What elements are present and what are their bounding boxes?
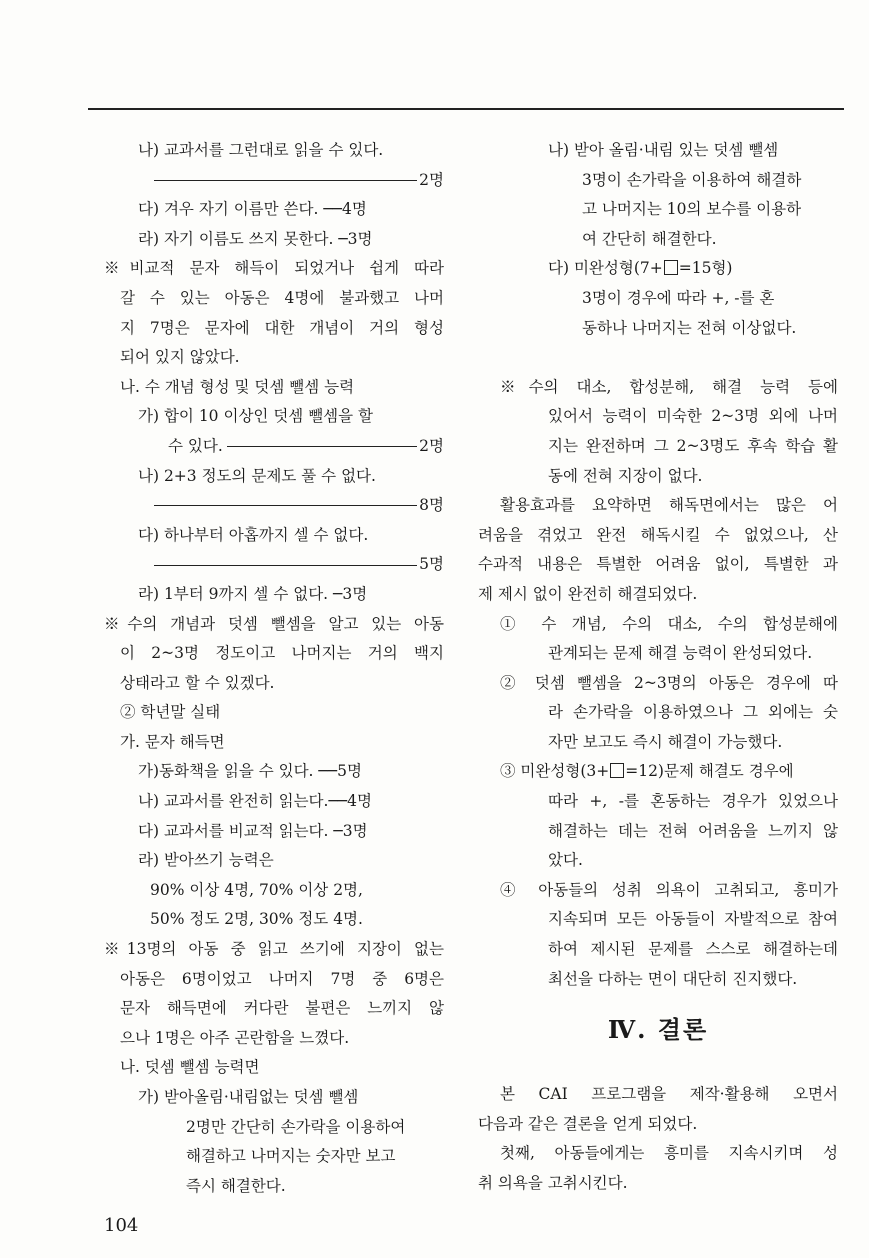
text-line: 있어서 능력이 미숙한 2~3명 외에 나머 (548, 407, 838, 426)
text-line: 나. 덧셈 뺄셈 능력면 (120, 1058, 260, 1077)
text-line: 라) 자기 이름도 쓰지 못한다. ─3명 (138, 229, 373, 248)
text-line (104, 550, 444, 580)
text-line: 가)동화책을 읽을 수 있다. ──5명 (138, 762, 362, 781)
text-line: ※수의 개념과 덧셈 뺄셈을 알고 있는 아동 (104, 614, 444, 633)
text-line: 나. 수 개념 형성 및 덧셈 뺄셈 능력 (120, 377, 355, 396)
text-line: 상태라고 할 수 있겠다. (120, 673, 275, 692)
text-line: 다) 겨우 자기 이름만 쓴다. ──4명 (138, 200, 367, 219)
dash-leader (154, 565, 417, 566)
text-line (104, 491, 444, 521)
text-line: 90% 이상 4명, 70% 이상 2명, (150, 880, 363, 899)
text-line: 관계되는 문제 해결 능력이 완성되었다. (548, 644, 813, 663)
text-line: 았다. (548, 851, 583, 870)
page-number: 104 (104, 1215, 139, 1236)
text-line: 지속되며 모든 아동들이 자발적으로 참여 (548, 910, 838, 929)
text-line: 최선을 다하는 면이 대단히 진지했다. (548, 969, 798, 988)
text-line: 다) 하나부터 아홉까지 셀 수 없다. (138, 525, 369, 544)
text-line: 지는 완전하며 그 2~3명도 후속 학습 활 (548, 436, 838, 455)
dash-leader (154, 180, 417, 181)
text-fragment: 다) 미완성형(7+ (548, 259, 663, 278)
text-line: 가) 받아올림·내림없는 덧셈 뺄셈 (138, 1088, 359, 1106)
text-fragment: =15형) (678, 259, 733, 278)
dash-leader (227, 446, 417, 447)
blank-box (664, 260, 678, 275)
text-line (478, 757, 838, 787)
text-line: 따라 +, -를 혼동하는 경우가 있었으나 (548, 792, 838, 811)
text-fragment: ③ 미완성형(3+ (500, 762, 610, 781)
text-line: 가. 문자 해득면 (120, 732, 225, 751)
text-line (104, 166, 444, 196)
text-line: 즉시 해결한다. (186, 1176, 286, 1195)
text-line: 지 7명은 문자에 대한 개념이 거의 형성 (120, 318, 444, 337)
text-line: 이 2~3명 정도이고 나머지는 거의 백지 (120, 644, 444, 663)
conclusion-text (478, 1080, 838, 1198)
blank-box (610, 763, 624, 778)
text-line: 문자 해득면에 커다란 불편은 느끼지 않 (120, 999, 444, 1018)
text-line: 활용효과를 요약하면 해독면에서는 많은 어 (500, 496, 838, 515)
text-line: 본 CAI 프로그램을 제작·활용해 오면서 (500, 1085, 838, 1103)
count-label: 8명 (419, 496, 444, 515)
text-line: ※13명의 아동 중 읽고 쓰기에 지장이 없는 (104, 940, 444, 959)
text-line (478, 254, 838, 284)
dash-leader (154, 505, 417, 506)
text-line: 50% 정도 2명, 30% 정도 4명. (150, 910, 363, 929)
text-line: 다음과 같은 결론을 얻게 되었다. (478, 1114, 698, 1133)
text-line: 가) 합이 10 이상인 덧셈 뺄셈을 할 (138, 407, 374, 426)
text-line: ② 학년말 실태 (120, 703, 221, 722)
text-line: ② 덧셈 뺄셈을 2~3명의 아동은 경우에 따 (500, 673, 838, 692)
text-line: 라) 1부터 9까지 셀 수 없다. ─3명 (138, 584, 368, 603)
text-line: 첫째, 아동들에게는 흥미를 지속시키며 성 (500, 1144, 838, 1163)
text-line: 해결하고 나머지는 숫자만 보고 (186, 1147, 396, 1166)
text-line: 나) 교과서를 그런대로 읽을 수 있다. (138, 141, 384, 159)
text-line: 3명이 경우에 따라 +, -를 혼 (582, 288, 775, 307)
text-line: 해결하는 데는 전혀 어려움을 느끼지 않 (548, 821, 838, 840)
text-line: 나) 2+3 정도의 문제도 풀 수 없다. (138, 466, 376, 485)
text-line (478, 343, 838, 373)
count-label: 2명 (419, 436, 444, 455)
text-line: 려움을 겪었고 완전 해독시킬 수 없었으나, 산 (478, 525, 838, 544)
text-line (104, 432, 444, 462)
text-line: 제 제시 없이 완전히 해결되었다. (478, 584, 698, 603)
text-line: 라 손가락을 이용하였으나 그 외에는 숫 (548, 703, 838, 722)
text-line: 되어 있지 않았다. (120, 348, 240, 367)
text-line: 나) 받아 올림·내림 있는 덧셈 뺄셈 (548, 141, 779, 159)
text-line: ① 수 개념, 수의 대소, 수의 합성분해에 (500, 614, 838, 633)
text-line: 으나 1명은 아주 곤란함을 느꼈다. (120, 1028, 350, 1047)
text-line: 아동은 6명이었고 나머지 7명 중 6명은 (120, 969, 444, 988)
text-line: 다) 교과서를 비교적 읽는다. ─3명 (138, 821, 368, 840)
count-label: 5명 (419, 555, 444, 574)
text-fragment: =12)문제 해결도 경우에 (625, 762, 794, 781)
text-line: 동에 전혀 지장이 없다. (548, 466, 703, 485)
right-column (478, 136, 838, 994)
section-heading-conclusion: Ⅳ. 결론 (607, 1015, 709, 1044)
text-line: 하여 제시된 문제를 스스로 해결하는데 (548, 940, 838, 959)
text-line: 3명이 손가락을 이용하여 해결하 (582, 170, 802, 189)
count-label: 2명 (419, 170, 444, 189)
text-line: 라) 받아쓰기 능력은 (138, 851, 274, 870)
text-line: ※비교적 문자 해득이 되었거나 쉽게 따라 (104, 259, 444, 278)
text-line: 2명만 간단히 손가락을 이용하여 (186, 1117, 406, 1136)
text-line: ※수의 대소, 합성분해, 해결 능력 등에 (500, 377, 838, 396)
text-line: 갈 수 있는 아동은 4명에 불과했고 나머 (120, 288, 444, 307)
header-rule (88, 108, 844, 110)
text-line: 수과적 내용은 특별한 어려움 없이, 특별한 과 (478, 555, 838, 574)
text-line: 취 의욕을 고취시킨다. (478, 1173, 628, 1192)
text-line: 고 나머지는 10의 보수를 이용하 (582, 200, 802, 219)
line-lead-text: 수 있다. (168, 436, 223, 455)
text-line: 여 간단히 해결한다. (582, 229, 717, 248)
left-column (104, 136, 444, 1201)
text-line: 자만 보고도 즉시 해결이 가능했다. (548, 732, 783, 751)
text-line: 나) 교과서를 완전히 읽는다.──4명 (138, 792, 372, 811)
text-line: 동하나 나머지는 전혀 이상없다. (582, 318, 797, 337)
text-line: ④ 아동들의 성취 의욕이 고취되고, 흥미가 (500, 880, 838, 899)
